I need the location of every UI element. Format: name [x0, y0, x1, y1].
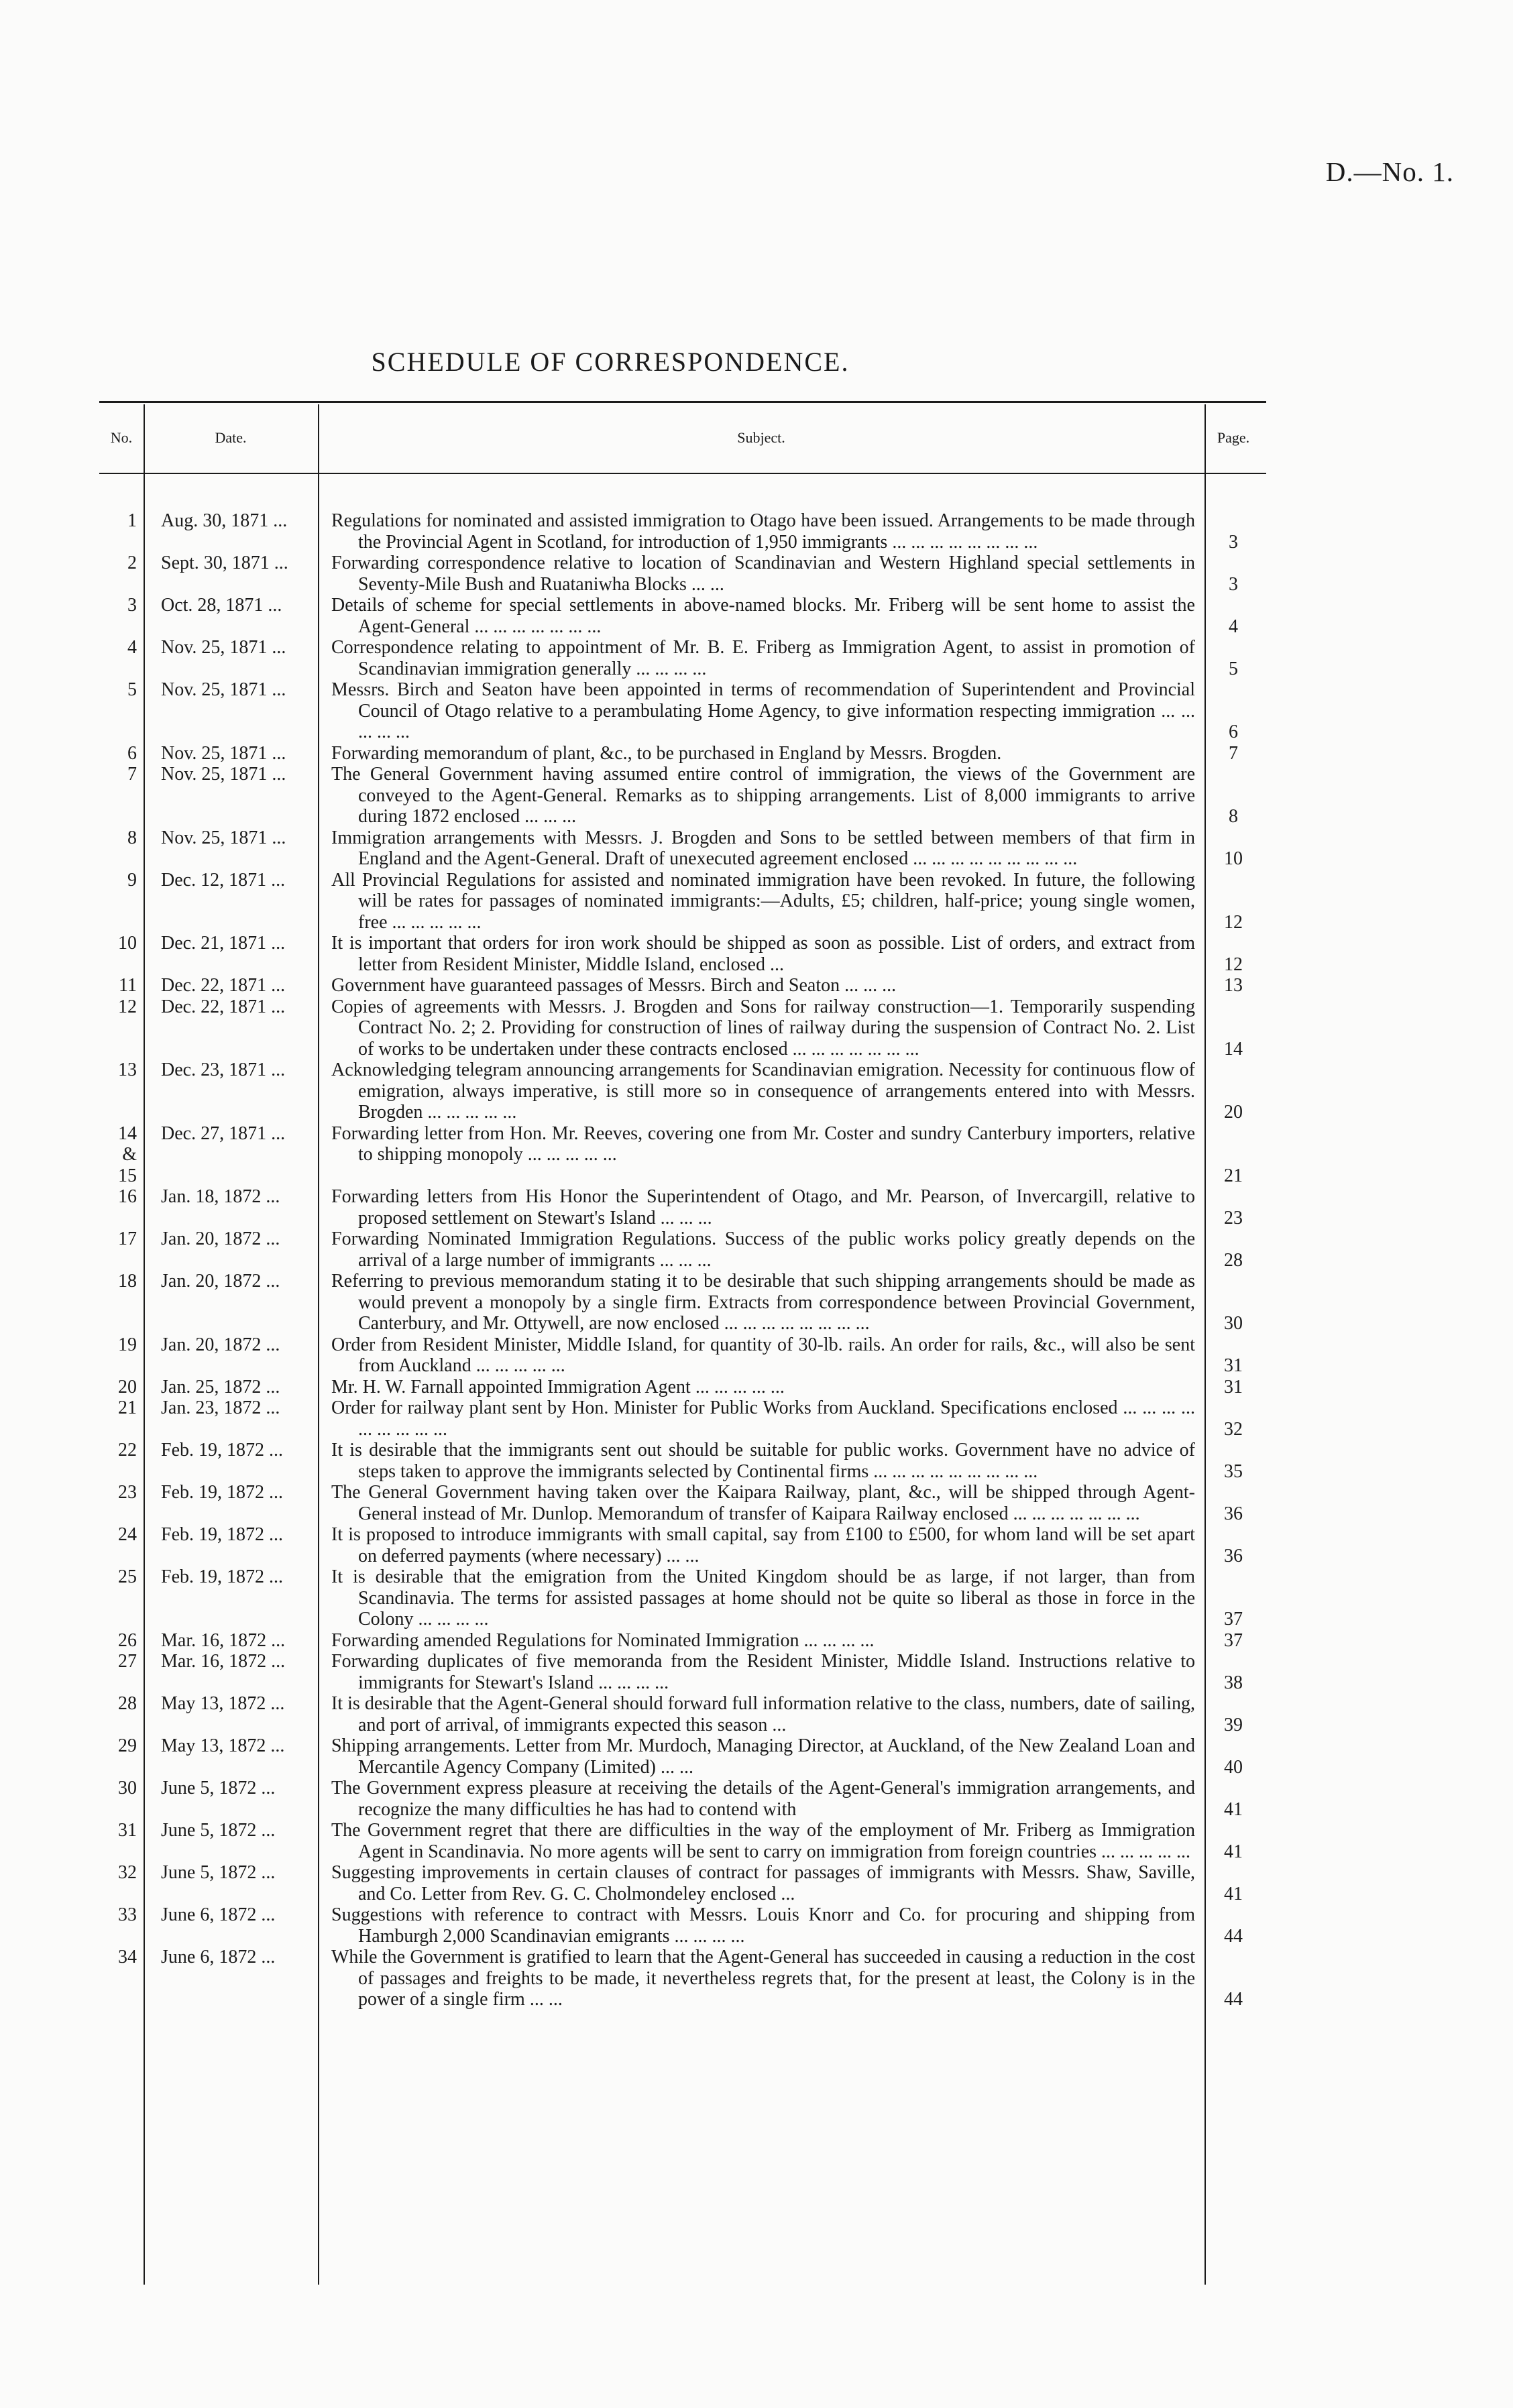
row-page: 37: [1224, 1609, 1243, 1629]
row-subject: [318, 1820, 1204, 1862]
row-page: 38: [1224, 1672, 1243, 1693]
row-subject-text: Messrs. Birch and Seaton have been appointed in terms of recommendation of Superintendent and Provincial Council of Otago relative to a perambulating Home Agency, to give information respecting immigration ... ... ... ... ...: [331, 679, 1195, 742]
header-no: No.: [110, 429, 133, 446]
row-subject: [318, 1651, 1204, 1693]
row-number: 29: [118, 1735, 137, 1756]
table-row: [99, 637, 1266, 679]
row-number: 11: [119, 975, 137, 996]
table-body: [99, 474, 1266, 2285]
row-date: June 6, 1872 ...: [161, 1947, 276, 1967]
row-number: 17: [118, 1228, 137, 1249]
table-row: [99, 1651, 1266, 1693]
row-number: 6: [127, 742, 137, 764]
row-subject-text: It is desirable that the Agent-General should forward full information relative to the class, numbers, date of sailing, and port of arrival, of immigrants expected this season ...: [331, 1693, 1195, 1735]
row-subject-text: Mr. H. W. Farnall appointed Immigration Agent ... ... ... ... ...: [331, 1376, 785, 1397]
row-subject: [318, 975, 1204, 996]
row-subject: [318, 1482, 1204, 1524]
row-subject: [318, 1440, 1204, 1482]
row-number: 30: [118, 1778, 137, 1798]
row-number: 20: [118, 1376, 137, 1397]
row-date: Feb. 19, 1872 ...: [161, 1566, 283, 1587]
row-date: May 13, 1872 ...: [161, 1693, 285, 1714]
row-subject: [318, 637, 1204, 679]
table-row: [99, 870, 1266, 933]
row-number: 3: [127, 595, 137, 616]
table-row: [99, 679, 1266, 743]
row-number: 33: [118, 1904, 137, 1925]
row-subject-text: The Government regret that there are difficulties in the way of the employment of Mr. Friberg as Immigration Agent in Scandinavia. No more agents will be sent to carry on immigration from foreign countries ... ... ... ... ...: [331, 1820, 1195, 1862]
row-subject-text: Correspondence relating to appointment of Mr. B. E. Friberg as Immigration Agent, to assist in promotion of Scandinavian immigration generally ... ... ... ...: [331, 637, 1195, 679]
row-page: 8: [1229, 806, 1238, 827]
row-subject-text: While the Government is gratified to learn that the Agent-General has succeeded in causing a reduction in the cost of passages and freights to be made, it nevertheless regrets that, for the present at least, the Colony is in the power of a single firm ... ...: [331, 1947, 1195, 2010]
table-row: [99, 1862, 1266, 1904]
row-date: June 5, 1872 ...: [161, 1862, 276, 1883]
table-row: [99, 1377, 1266, 1398]
row-page: 6: [1229, 722, 1238, 742]
row-date: Jan. 25, 1872 ...: [161, 1376, 280, 1397]
row-subject: [318, 1693, 1204, 1735]
row-subject-text: Suggesting improvements in certain clauses of contract for passages of immigrants with Messrs. Shaw, Saville, and Co. Letter from Rev. G. C. Cholmondeley enclosed ...: [331, 1862, 1195, 1904]
row-date: June 5, 1872 ...: [161, 1778, 276, 1798]
row-subject: [318, 1377, 1204, 1398]
row-number: 10: [118, 933, 137, 954]
row-subject-text: It is proposed to introduce immigrants with small capital, say from £100 to £500, for whom land will be set apart on deferred payments (where necessary) ... ...: [331, 1524, 1195, 1566]
table-row: [99, 827, 1266, 870]
row-subject-text: Forwarding duplicates of five memoranda from the Resident Minister, Middle Island. Instructions relative to immigrants for Stewart's Island ... ... ... ...: [331, 1651, 1195, 1693]
row-number: 4: [127, 637, 137, 658]
header-subject: Subject.: [737, 429, 785, 446]
table-row: [99, 1123, 1266, 1187]
row-subject-text: It is important that orders for iron work should be shipped as soon as possible. List of orders, and extract from letter from Resident Minister, Middle Island, enclosed ...: [331, 933, 1195, 975]
row-number: 32: [118, 1862, 137, 1883]
table-row: [99, 933, 1266, 975]
row-subject: [318, 1397, 1204, 1440]
row-page: 14: [1224, 1038, 1243, 1059]
row-number: 19: [118, 1334, 137, 1355]
row-subject: [318, 595, 1204, 637]
table-row: [99, 1630, 1266, 1652]
row-number: 1: [127, 510, 137, 531]
table-row: [99, 1482, 1266, 1524]
row-date: May 13, 1872 ...: [161, 1735, 285, 1756]
row-date: Nov. 25, 1871 ...: [161, 764, 286, 785]
row-number: 18: [118, 1271, 137, 1292]
table-row: [99, 1735, 1266, 1778]
row-page: 12: [1224, 911, 1243, 933]
row-page: 41: [1224, 1798, 1243, 1820]
row-date: June 6, 1872 ...: [161, 1904, 276, 1925]
row-subject: [318, 1271, 1204, 1334]
row-subject: [318, 1059, 1204, 1123]
row-number: 26: [118, 1629, 137, 1651]
row-page: 13: [1224, 975, 1243, 996]
row-subject: [318, 553, 1204, 595]
row-subject-text: The Government express pleasure at receiving the details of the Agent-General's immigration arrangements, and recognize the many difficulties he has had to contend with: [331, 1778, 1195, 1820]
table-row: [99, 1186, 1266, 1228]
table-header: [99, 403, 1266, 473]
document-reference: D.—No. 1.: [1325, 156, 1454, 187]
row-date: Nov. 25, 1871 ...: [161, 827, 286, 848]
row-page: 7: [1229, 742, 1238, 764]
row-date: Dec. 27, 1871 ...: [161, 1123, 286, 1144]
row-page: 4: [1229, 616, 1238, 637]
table-row: [99, 1820, 1266, 1862]
row-date: Nov. 25, 1871 ...: [161, 679, 286, 700]
row-date: Mar. 16, 1872 ...: [161, 1651, 286, 1672]
row-number: 25: [118, 1566, 137, 1587]
row-subject-text: The General Government having assumed entire control of immigration, the views of the Government are conveyed to the Agent-General. Remarks as to shipping arrangements. List of 8,000 immigrants to arrive during 1872 enclosed ... ... ...: [331, 764, 1195, 827]
header-date: Date.: [215, 429, 247, 446]
row-subject-text: Immigration arrangements with Messrs. J. Brogden and Sons to be settled between members of that firm in England and the Agent-General. Draft of unexecuted agreement enclosed ... ... ... ... ... ... ... ... ...: [331, 827, 1195, 869]
row-date: Aug. 30, 1871 ...: [161, 510, 288, 531]
table-row: [99, 743, 1266, 764]
row-subject-text: Forwarding amended Regulations for Nominated Immigration ... ... ... ...: [331, 1629, 875, 1651]
row-date: Dec. 12, 1871 ...: [161, 869, 286, 891]
row-subject-text: Regulations for nominated and assisted immigration to Otago have been issued. Arrangements to be made through the Provincial Agent in Scotland, for introduction of 1,950 immigrants ... ... ... ... ... ... ... ...: [331, 510, 1195, 553]
row-page: 20: [1224, 1102, 1243, 1123]
row-page: 41: [1224, 1841, 1243, 1862]
row-subject-text: Order for railway plant sent by Hon. Minister for Public Works from Auckland. Specifications enclosed ... ... ... ... ... ... ... ... ...: [331, 1397, 1195, 1440]
row-number: 27: [118, 1651, 137, 1672]
row-subject: [318, 870, 1204, 933]
table-row: [99, 1566, 1266, 1630]
row-date: Dec. 23, 1871 ...: [161, 1059, 286, 1080]
row-subject-text: Forwarding Nominated Immigration Regulations. Success of the public works policy greatly depends on the arrival of a large number of immigrants ... ... ...: [331, 1228, 1195, 1271]
row-subject-text: Government have guaranteed passages of Messrs. Birch and Seaton ... ... ...: [331, 975, 897, 996]
row-date: Nov. 25, 1871 ...: [161, 637, 286, 658]
row-subject: [318, 1904, 1204, 1947]
table-row: [99, 553, 1266, 595]
row-date: Jan. 23, 1872 ...: [161, 1397, 280, 1418]
row-number: 14 & 15: [118, 1123, 137, 1186]
row-page: 12: [1224, 954, 1243, 975]
table-row: [99, 1904, 1266, 1947]
row-date: Nov. 25, 1871 ...: [161, 742, 286, 764]
row-date: Jan. 20, 1872 ...: [161, 1271, 280, 1292]
row-subject-text: Forwarding letter from Hon. Mr. Reeves, covering one from Mr. Coster and sundry Canterbury importers, relative to shipping monopoly ... ... ... ... ...: [331, 1123, 1195, 1165]
row-subject: [318, 1862, 1204, 1904]
table-row: [99, 1524, 1266, 1566]
header-page: Page.: [1217, 429, 1250, 446]
table-row: [99, 1059, 1266, 1123]
row-date: Jan. 18, 1872 ...: [161, 1186, 280, 1207]
table-row: [99, 1334, 1266, 1377]
table-row: [99, 510, 1266, 553]
row-number: 5: [127, 679, 137, 700]
row-subject-text: The General Government having taken over the Kaipara Railway, plant, &c., will be shipped through Agent-General instead of Mr. Dunlop. Memorandum of transfer of Kaipara Railway enclosed ... ... ... ... ... ... ...: [331, 1482, 1195, 1524]
row-page: 37: [1224, 1629, 1243, 1651]
schedule-title: SCHEDULE OF CORRESPONDENCE.: [371, 347, 850, 377]
row-subject: [318, 996, 1204, 1060]
row-page: 21: [1224, 1165, 1243, 1186]
row-date: Oct. 28, 1871 ...: [161, 595, 282, 616]
row-page: 44: [1224, 1925, 1243, 1947]
row-subject: [318, 1524, 1204, 1566]
row-date: Sept. 30, 1871 ...: [161, 553, 288, 573]
row-subject: [318, 933, 1204, 975]
row-page: 40: [1224, 1756, 1243, 1778]
row-page: 36: [1224, 1503, 1243, 1524]
table-row: [99, 1947, 1266, 2010]
row-page: 28: [1224, 1249, 1243, 1271]
table-row: [99, 1397, 1266, 1440]
table-row: [99, 1271, 1266, 1334]
row-number: 24: [118, 1524, 137, 1545]
row-subject: [318, 1123, 1204, 1165]
row-subject: [318, 743, 1204, 764]
row-subject: [318, 1228, 1204, 1271]
table-row: [99, 595, 1266, 637]
row-date: Jan. 20, 1872 ...: [161, 1228, 280, 1249]
row-subject-text: Forwarding memorandum of plant, &c., to be purchased in England by Messrs. Brogden.: [331, 742, 1002, 764]
row-page: 5: [1229, 658, 1238, 679]
row-subject: [318, 1334, 1204, 1377]
row-subject: [318, 1630, 1204, 1652]
row-subject: [318, 827, 1204, 870]
row-page: 3: [1229, 531, 1238, 553]
row-page: 44: [1224, 1989, 1243, 2010]
row-subject-text: Details of scheme for special settlements in above-named blocks. Mr. Friberg will be sent home to assist the Agent-General ... ... ... ... ... ... ...: [331, 595, 1195, 637]
row-date: Feb. 19, 1872 ...: [161, 1482, 283, 1503]
row-subject-text: Referring to previous memorandum stating it to be desirable that such shipping arrangements should be made as would prevent a monopoly by a single firm. Extracts from correspondence between Provincial Government, Canterbury, and Mr. Ottywell, are now enclosed ... ... ... ... ... ... ... ...: [331, 1271, 1195, 1334]
row-subject: [318, 1778, 1204, 1820]
row-number: 16: [118, 1186, 137, 1207]
row-number: 23: [118, 1482, 137, 1503]
row-number: 12: [118, 996, 137, 1017]
row-date: Feb. 19, 1872 ...: [161, 1440, 283, 1460]
table-row: [99, 1693, 1266, 1735]
row-page: 31: [1224, 1376, 1243, 1397]
row-number: 31: [118, 1820, 137, 1841]
row-subject-text: Order from Resident Minister, Middle Island, for quantity of 30-lb. rails. An order for rails, &c., will also be sent from Auckland ... ... ... ... ...: [331, 1334, 1195, 1376]
row-page: 3: [1229, 573, 1238, 595]
row-subject: [318, 764, 1204, 827]
row-subject-text: All Provincial Regulations for assisted and nominated immigration have been revoked. In future, the following will be rates for passages of nominated immigrants:—Adults, £5; children, half-price; young single women, free ... ... ... ... ...: [331, 869, 1195, 933]
row-number: 34: [118, 1947, 137, 1967]
row-page: 41: [1224, 1883, 1243, 1904]
row-subject-text: Shipping arrangements. Letter from Mr. Murdoch, Managing Director, at Auckland, of the New Zealand Loan and Mercantile Agency Company (Limited) ... ...: [331, 1735, 1195, 1778]
row-page: 23: [1224, 1207, 1243, 1228]
row-page: 10: [1224, 848, 1243, 869]
row-number: 2: [127, 553, 137, 573]
table-row: [99, 975, 1266, 996]
table-row: [99, 996, 1266, 1060]
row-subject: [318, 510, 1204, 553]
row-subject-text: It is desirable that the emigration from the United Kingdom should be as large, if not larger, than from Scandinavia. The terms for assisted passages at home should not be quite so liberal as those in force in the Colony ... ... ... ...: [331, 1566, 1195, 1629]
row-number: 21: [118, 1397, 137, 1418]
row-date: Jan. 20, 1872 ...: [161, 1334, 280, 1355]
table-row: [99, 1778, 1266, 1820]
row-date: Mar. 16, 1872 ...: [161, 1629, 286, 1651]
row-page: 30: [1224, 1313, 1243, 1334]
row-date: Dec. 22, 1871 ...: [161, 975, 286, 996]
row-subject: [318, 679, 1204, 743]
row-number: 7: [127, 764, 137, 785]
row-subject: [318, 1947, 1204, 2010]
row-subject: [318, 1566, 1204, 1630]
row-page: 39: [1224, 1714, 1243, 1735]
row-subject: [318, 1735, 1204, 1778]
table-row: [99, 1228, 1266, 1271]
row-number: 9: [127, 869, 137, 891]
row-date: Dec. 21, 1871 ...: [161, 933, 286, 954]
row-date: Dec. 22, 1871 ...: [161, 996, 286, 1017]
row-subject-text: It is desirable that the immigrants sent out should be suitable for public works. Government have no advice of steps taken to approve the immigrants selected by Continental firms ... ... ... ... ... ... ... ... ...: [331, 1440, 1195, 1482]
row-number: 22: [118, 1440, 137, 1460]
row-page: 31: [1224, 1355, 1243, 1376]
row-subject-text: Forwarding correspondence relative to location of Scandinavian and Western Highland special settlements in Seventy-Mile Bush and Ruataniwha Blocks ... ...: [331, 553, 1195, 595]
row-number: 13: [118, 1059, 137, 1080]
row-number: 8: [127, 827, 137, 848]
row-subject-text: Copies of agreements with Messrs. J. Brogden and Sons for railway construction—1. Temporarily suspending Contract No. 2; 2. Providing for construction of lines of railway during the suspension of Contract No. 2. List of works to be undertaken under these contracts enclosed ... ... ... ... ... ... ...: [331, 996, 1195, 1059]
row-date: June 5, 1872 ...: [161, 1820, 276, 1841]
table-rows: [99, 510, 1266, 2010]
table-row: [99, 1440, 1266, 1482]
table-row: [99, 764, 1266, 827]
row-page: 32: [1224, 1418, 1243, 1440]
row-page: 36: [1224, 1545, 1243, 1566]
row-page: 35: [1224, 1460, 1243, 1482]
row-date: Feb. 19, 1872 ...: [161, 1524, 283, 1545]
row-subject: [318, 1186, 1204, 1228]
row-subject-text: Forwarding letters from His Honor the Superintendent of Otago, and Mr. Pearson, of Invercargill, relative to proposed settlement on Stewart's Island ... ... ...: [331, 1186, 1195, 1228]
row-number: 28: [118, 1693, 137, 1714]
row-subject-text: Acknowledging telegram announcing arrangements for Scandinavian emigration. Necessity for continuous flow of emigration, always imperative, is still more so in consequence of arrangements entered into with Messrs. Brogden ... ... ... ... ...: [331, 1059, 1195, 1123]
correspondence-table: [99, 401, 1266, 2285]
row-subject-text: Suggestions with reference to contract with Messrs. Louis Knorr and Co. for procuring and shipping from Hamburgh 2,000 Scandinavian emigrants ... ... ... ...: [331, 1904, 1195, 1947]
